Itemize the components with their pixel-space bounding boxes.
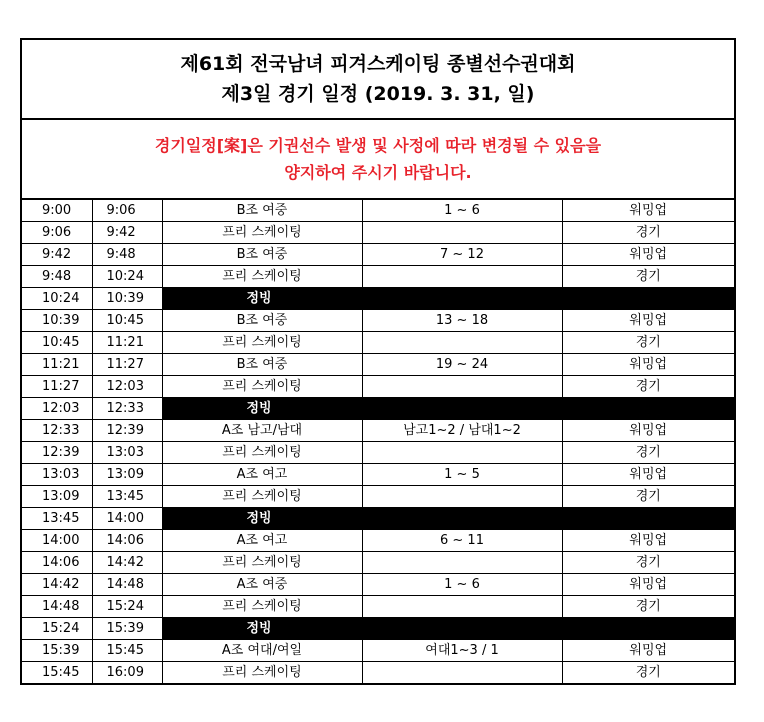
skater-range-cell: 남고1~2 / 남대1~2 xyxy=(362,420,562,442)
session-type-cell xyxy=(562,618,734,640)
table-row xyxy=(22,222,734,244)
table-row xyxy=(22,596,734,618)
session-type-cell: 워밍업 xyxy=(562,310,734,332)
table-row xyxy=(22,640,734,662)
schedule-table xyxy=(22,200,734,683)
skater-range-cell xyxy=(362,618,562,640)
end-time-cell: 13:45 xyxy=(92,486,162,508)
start-time-cell: 10:39 xyxy=(22,310,92,332)
session-type-cell: 워밍업 xyxy=(562,244,734,266)
table-row-ice-resurfacing xyxy=(22,398,734,420)
table-row-ice-resurfacing xyxy=(22,508,734,530)
end-time-cell: 15:39 xyxy=(92,618,162,640)
skater-range-cell: 여대1~3 / 1 xyxy=(362,640,562,662)
end-time-cell: 14:48 xyxy=(92,574,162,596)
session-type-cell xyxy=(562,508,734,530)
table-row xyxy=(22,354,734,376)
end-time-cell: 9:42 xyxy=(92,222,162,244)
event-cell: B조 여중 xyxy=(162,200,362,222)
event-cell: 프리 스케이팅 xyxy=(162,376,362,398)
skater-range-cell xyxy=(362,486,562,508)
table-row xyxy=(22,530,734,552)
title-box xyxy=(22,40,734,120)
event-cell: 프리 스케이팅 xyxy=(162,596,362,618)
skater-range-cell xyxy=(362,376,562,398)
skater-range-cell xyxy=(362,222,562,244)
start-time-cell: 9:00 xyxy=(22,200,92,222)
skater-range-cell xyxy=(362,508,562,530)
end-time-cell: 12:03 xyxy=(92,376,162,398)
page-title: 제61회 전국남녀 피겨스케이팅 종별선수권대회 xyxy=(180,53,576,75)
end-time-cell: 10:24 xyxy=(92,266,162,288)
session-type-cell: 경기 xyxy=(562,486,734,508)
end-time-cell: 11:21 xyxy=(92,332,162,354)
end-time-cell: 10:45 xyxy=(92,310,162,332)
notice-line-1: 경기일정[案]은 기권선수 발생 및 사정에 따라 변경될 수 있음을 xyxy=(154,136,602,155)
table-row xyxy=(22,552,734,574)
session-type-cell: 경기 xyxy=(562,442,734,464)
start-time-cell: 12:03 xyxy=(22,398,92,420)
table-row xyxy=(22,244,734,266)
session-type-cell: 경기 xyxy=(562,596,734,618)
session-type-cell: 워밍업 xyxy=(562,530,734,552)
start-time-cell: 14:42 xyxy=(22,574,92,596)
skater-range-cell: 19 ~ 24 xyxy=(362,354,562,376)
schedule-sheet xyxy=(20,38,736,685)
end-time-cell: 12:33 xyxy=(92,398,162,420)
event-cell: A조 남고/남대 xyxy=(162,420,362,442)
start-time-cell: 9:06 xyxy=(22,222,92,244)
event-cell: 정빙 xyxy=(162,618,362,640)
table-row xyxy=(22,332,734,354)
start-time-cell: 11:27 xyxy=(22,376,92,398)
session-type-cell: 워밍업 xyxy=(562,640,734,662)
skater-range-cell xyxy=(362,596,562,618)
table-row-ice-resurfacing xyxy=(22,618,734,640)
skater-range-cell xyxy=(362,332,562,354)
table-row xyxy=(22,376,734,398)
session-type-cell: 워밍업 xyxy=(562,574,734,596)
end-time-cell: 14:00 xyxy=(92,508,162,530)
event-cell: A조 여중 xyxy=(162,574,362,596)
event-cell: 프리 스케이팅 xyxy=(162,332,362,354)
start-time-cell: 9:48 xyxy=(22,266,92,288)
skater-range-cell xyxy=(362,288,562,310)
event-cell: 정빙 xyxy=(162,508,362,530)
start-time-cell: 13:45 xyxy=(22,508,92,530)
notice-line-2: 양지하여 주시기 바랍니다. xyxy=(284,163,472,182)
session-type-cell: 워밍업 xyxy=(562,200,734,222)
skater-range-cell: 13 ~ 18 xyxy=(362,310,562,332)
skater-range-cell: 1 ~ 6 xyxy=(362,574,562,596)
start-time-cell: 10:24 xyxy=(22,288,92,310)
end-time-cell: 13:09 xyxy=(92,464,162,486)
end-time-cell: 15:24 xyxy=(92,596,162,618)
table-row xyxy=(22,662,734,684)
end-time-cell: 14:42 xyxy=(92,552,162,574)
session-type-cell: 경기 xyxy=(562,662,734,684)
session-type-cell: 경기 xyxy=(562,266,734,288)
event-cell: 프리 스케이팅 xyxy=(162,266,362,288)
session-type-cell: 워밍업 xyxy=(562,464,734,486)
start-time-cell: 15:45 xyxy=(22,662,92,684)
session-type-cell: 경기 xyxy=(562,376,734,398)
session-type-cell: 경기 xyxy=(562,222,734,244)
session-type-cell xyxy=(562,398,734,420)
skater-range-cell: 7 ~ 12 xyxy=(362,244,562,266)
event-cell: 프리 스케이팅 xyxy=(162,222,362,244)
end-time-cell: 15:45 xyxy=(92,640,162,662)
session-type-cell: 경기 xyxy=(562,552,734,574)
event-cell: 프리 스케이팅 xyxy=(162,442,362,464)
start-time-cell: 9:42 xyxy=(22,244,92,266)
session-type-cell: 워밍업 xyxy=(562,420,734,442)
skater-range-cell: 1 ~ 6 xyxy=(362,200,562,222)
event-cell: A조 여고 xyxy=(162,530,362,552)
session-type-cell: 워밍업 xyxy=(562,354,734,376)
start-time-cell: 12:33 xyxy=(22,420,92,442)
event-cell: 프리 스케이팅 xyxy=(162,486,362,508)
start-time-cell: 13:03 xyxy=(22,464,92,486)
table-row xyxy=(22,420,734,442)
skater-range-cell xyxy=(362,442,562,464)
end-time-cell: 9:06 xyxy=(92,200,162,222)
end-time-cell: 14:06 xyxy=(92,530,162,552)
start-time-cell: 15:24 xyxy=(22,618,92,640)
end-time-cell: 9:48 xyxy=(92,244,162,266)
event-cell: B조 여중 xyxy=(162,244,362,266)
skater-range-cell xyxy=(362,552,562,574)
table-row-ice-resurfacing xyxy=(22,288,734,310)
skater-range-cell xyxy=(362,662,562,684)
table-row xyxy=(22,574,734,596)
event-cell: A조 여대/여일 xyxy=(162,640,362,662)
session-type-cell xyxy=(562,288,734,310)
start-time-cell: 13:09 xyxy=(22,486,92,508)
schedule-body xyxy=(22,200,734,683)
event-cell: 정빙 xyxy=(162,398,362,420)
table-row xyxy=(22,442,734,464)
event-cell: 프리 스케이팅 xyxy=(162,662,362,684)
end-time-cell: 16:09 xyxy=(92,662,162,684)
notice-box xyxy=(22,120,734,200)
start-time-cell: 12:39 xyxy=(22,442,92,464)
end-time-cell: 11:27 xyxy=(92,354,162,376)
table-row xyxy=(22,266,734,288)
end-time-cell: 10:39 xyxy=(92,288,162,310)
start-time-cell: 14:48 xyxy=(22,596,92,618)
skater-range-cell: 6 ~ 11 xyxy=(362,530,562,552)
start-time-cell: 11:21 xyxy=(22,354,92,376)
skater-range-cell xyxy=(362,398,562,420)
skater-range-cell: 1 ~ 5 xyxy=(362,464,562,486)
table-row xyxy=(22,486,734,508)
table-row xyxy=(22,200,734,222)
start-time-cell: 15:39 xyxy=(22,640,92,662)
page-subtitle: 제3일 경기 일정 (2019. 3. 31, 일) xyxy=(221,83,535,105)
session-type-cell: 경기 xyxy=(562,332,734,354)
start-time-cell: 14:00 xyxy=(22,530,92,552)
end-time-cell: 13:03 xyxy=(92,442,162,464)
event-cell: B조 여중 xyxy=(162,354,362,376)
event-cell: A조 여고 xyxy=(162,464,362,486)
table-row xyxy=(22,310,734,332)
event-cell: B조 여중 xyxy=(162,310,362,332)
event-cell: 프리 스케이팅 xyxy=(162,552,362,574)
skater-range-cell xyxy=(362,266,562,288)
start-time-cell: 14:06 xyxy=(22,552,92,574)
start-time-cell: 10:45 xyxy=(22,332,92,354)
end-time-cell: 12:39 xyxy=(92,420,162,442)
table-row xyxy=(22,464,734,486)
event-cell: 정빙 xyxy=(162,288,362,310)
